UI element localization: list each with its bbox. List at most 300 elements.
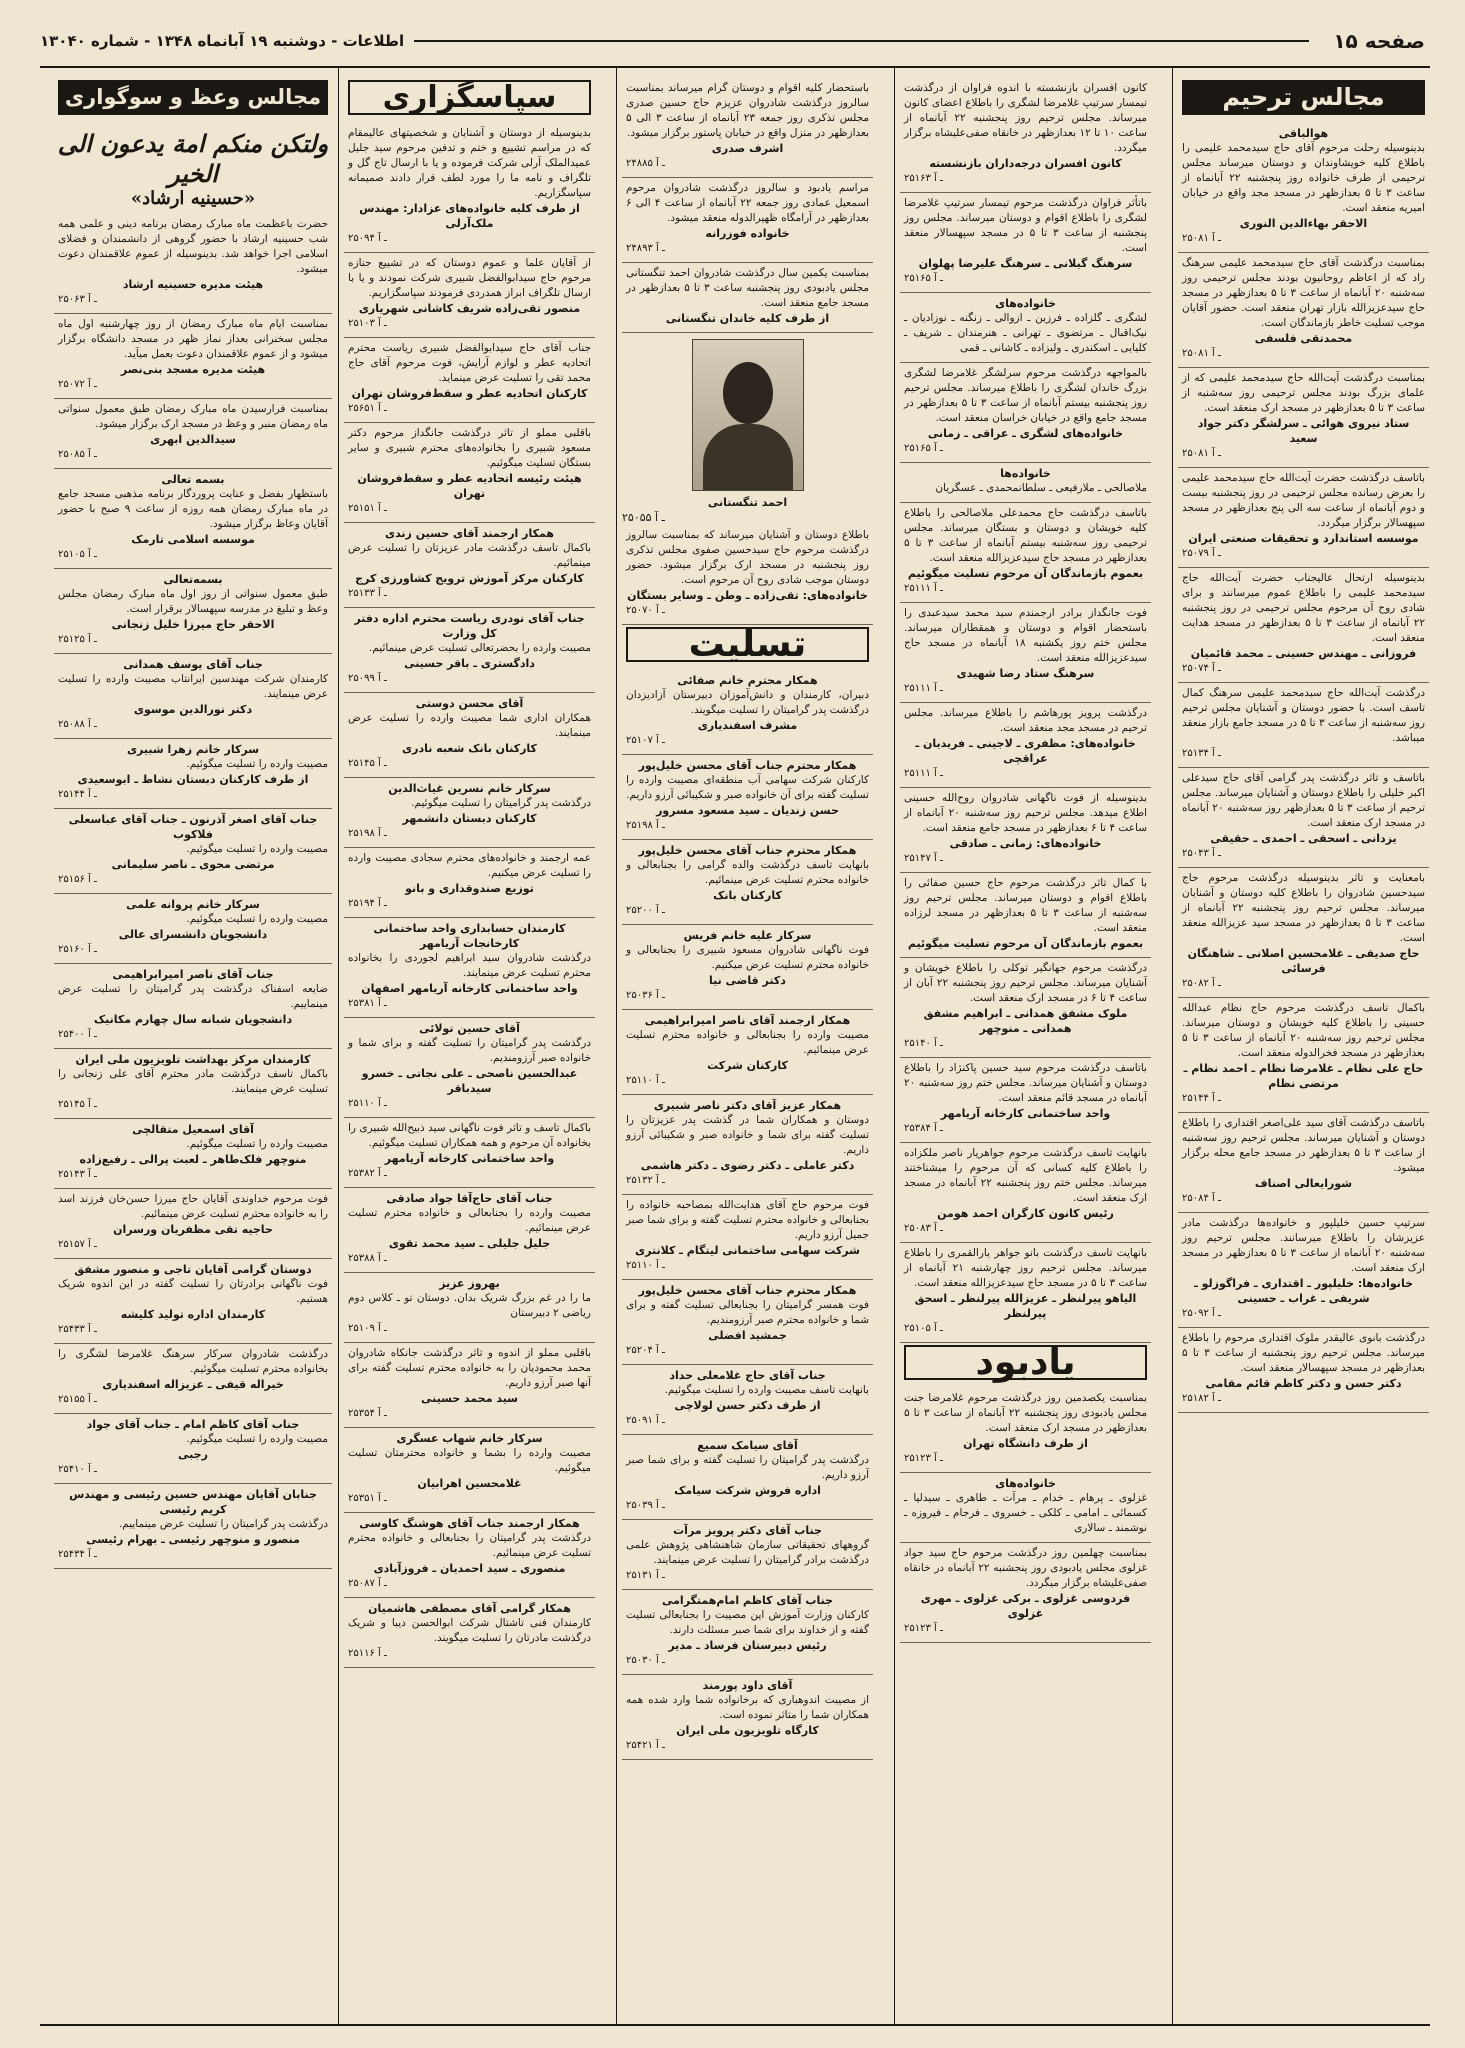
notice-ref: ۲۵۲۰۴ ـ آ	[626, 1345, 665, 1356]
notice-body: مصیبت وارده را تسلیت میگوئیم.	[186, 843, 328, 855]
notice-ref: ۲۵۴۳۳ ـ آ	[58, 1324, 97, 1335]
notice-ref: ۲۵۰۳۹ ـ آ	[626, 1500, 665, 1511]
notice-body: بانهایت تاسف درگذشت مرحوم جواهریار ناصر ملکزاده را باطلاع کلیه کسانی که آن مرحوم را میشناختند میرساند. مجلس ختم روز پنجشنبه ۲۲ آبانماه در مسجد ارک منعقد است.	[904, 1147, 1147, 1204]
notice-body: لشگری ـ گلزاده ـ فرزین ـ ازوالی ـ زنگنه ـ نوزادیان ـ نیک‌اقبال ـ مرتضوی ـ تهرانی ـ هنرمندان ـ شریف ـ کلیایی ـ اسکندری ـ ولیزاده ـ کاشانی ـ قمی	[904, 312, 1147, 354]
notice-title: همکار ارجمند آقای ناصر امیرابراهیمی	[644, 1014, 851, 1027]
notice-item	[1178, 468, 1429, 568]
notice-signature: دادگستری ـ باقر حسینی	[404, 657, 535, 670]
notice-body: باطلاع دوستان و آشنایان میرساند که بمناسبت سالروز درگذشت مرحوم حاج سیدحسین صفوی مجلس تذکری روز پنجشنبه در مسجد ارک برگزار میشود. حضور دوستان موجب شادی روح آن مرحوم است.	[626, 529, 869, 586]
notice-item	[344, 123, 595, 253]
notice-item	[900, 1388, 1151, 1473]
notice-title: جناب آقای کاظم امام‌همتگرامی	[661, 1594, 833, 1607]
notice-body: درگذشت مرحوم جهانگیر توکلی را باطلاع خویشان و آشنایان میرساند. مجلس ترحیم روز پنجشنبه ۲۲ آبان از ساعت ۴ تا ۶ در مسجد ارک منعقد است.	[904, 962, 1147, 1004]
notice-item	[900, 958, 1151, 1058]
portrait-photo	[692, 339, 804, 491]
notice-body: بمناسبت درگذشت آیت‌الله حاج سیدمحمد علیمی که از علمای بزرگ بودند مجلس ترحیمی روز سه‌شنبه از ساعت ۳ تا ۵ بعدازظهر در مسجد ارک منعقد است.	[1182, 372, 1425, 414]
notice-ref: ۲۵۴۲۱ ـ آ	[626, 1740, 665, 1751]
notice-body: باکمال تاسف درگذشت مرحوم حاج نظام عبدالله حسینی را باطلاع کلیه خویشان و دوستان میرساند. مجلس ترحیم روز سه‌شنبه ۲۰ آبانماه از ساعت ۳ تا ۵ بعدازظهر در مسجد فخرالدوله منعقد است.	[1182, 1002, 1425, 1059]
notice-body: کارمندان شرکت مهندسین ایرانتاب مصیبت وارده را تسلیت عرض مینمایند.	[58, 673, 328, 700]
notice-ref: ۲۵۴۱۰ ـ آ	[58, 1464, 97, 1475]
notice-ref: ۲۴۸۸۵ ـ آ	[626, 158, 665, 169]
notice-signature: منصور و منوچهر رئیسی ـ بهرام رئیسی	[86, 1533, 300, 1546]
notice-body: درگذشت پدر گرامیتان را تسلیت عرض مینماییم.	[118, 1518, 328, 1530]
notice-body: از مصیبت اندوهباری که برخانواده شما وارد شده همه همکاران شما را متاثر نموده است.	[626, 1694, 869, 1721]
notice-item	[344, 1273, 595, 1343]
notice-item	[622, 925, 873, 1010]
column-divider	[894, 68, 895, 2024]
notice-signature: حاج علی نظام ـ غلامرضا نظام ـ احمد نظام ـ مرتضی نظام	[1183, 1062, 1424, 1090]
notice-item	[900, 1473, 1151, 1543]
notice-item	[54, 654, 332, 739]
notice-title: جناب آقای دکتر پرویز مرآت	[673, 1524, 822, 1537]
notice-ref: ۲۵۰۸۱ ـ آ	[1182, 348, 1221, 359]
notice-title: آقای اسمعیل متقالچی	[132, 1123, 254, 1136]
notice-signature: سید محمد حسینی	[420, 1392, 519, 1405]
issue-line: اطلاعات - دوشنبه ۱۹ آبانماه ۱۳۴۸ - شماره ۱۳۰۴۰	[40, 32, 405, 50]
notice-signature: دکتر عاملی ـ دکتر رضوی ـ دکتر هاشمی	[640, 1159, 855, 1172]
notice-ref: ۲۵۱۲۳ ـ آ	[904, 1453, 943, 1464]
column-divider	[1172, 68, 1173, 2024]
photo-ref: ۲۵۰۵۵ ـ آ	[622, 511, 665, 524]
notice-signature: واحد ساختمانی کارخانه آریامهر اصفهان	[361, 982, 578, 995]
notice-signature: کارکنان شرکت	[707, 1059, 788, 1072]
notice-item	[1178, 568, 1429, 683]
notice-item	[1178, 768, 1429, 868]
column-sepasgozari	[344, 78, 595, 2010]
notice-item	[54, 1049, 332, 1119]
notice-item	[54, 399, 332, 469]
notice-ref: ۲۵۳۵۴ ـ آ	[348, 1408, 387, 1419]
notice-signature: هیئت مدیره مسجد بنی‌نصر	[120, 363, 266, 376]
notice-ref: ۲۵۱۰۷ ـ آ	[626, 735, 665, 746]
notice-ref: ۲۵۰۶۳ ـ آ	[58, 294, 97, 305]
notice-ref: ۲۵۱۵۷ ـ آ	[58, 1239, 97, 1250]
notice-title: جناب آقای حاج غلامعلی حداد	[669, 1369, 826, 1382]
notice-title: سرکار خانم پروانه علمی	[126, 898, 260, 911]
notice-title: جناب آقای یوسف همدانی	[123, 658, 263, 671]
notice-signature: کانون افسران درجه‌داران بازنشسته	[929, 157, 1122, 170]
notice-item	[54, 469, 332, 569]
notice-body: بمناسبت ایام ماه مبارک رمضان از روز چهارشنبه اول ماه مجلس سخنرانی بعداز نماز ظهر در مسجد دانشگاه برگزار میشود و از عموم علاقمندان دعوت بعمل میآید.	[58, 318, 328, 360]
notice-title: بهروز عزیز	[439, 1277, 500, 1290]
notice-ref: ۲۵۱۱۱ ـ آ	[904, 583, 943, 594]
notice-list	[900, 1388, 1151, 1643]
notice-body: بدینوسیله از فوت ناگهانی شادروان روح‌الله حسینی اطلاع میدهد. مجلس ترحیم روز سه‌شنبه ۲۰ آبانماه از ساعت ۴ تا ۶ بعدازظهر در مسجد جامع منعقد است.	[904, 792, 1147, 834]
notice-ref: ۲۵۱۴۳ ـ آ	[58, 1169, 97, 1180]
notice-signature: ستاد نیروی هوائی ـ سرلشگر دکتر جواد سعید	[1197, 417, 1410, 445]
section-heading-tarhim: مجالس ترحیم	[1182, 80, 1425, 115]
notice-ref: ۲۵۰۷۲ ـ آ	[58, 379, 97, 390]
notice-ref: ۲۵۱۹۴ ـ آ	[348, 898, 387, 909]
notice-ref: ۲۵۱۴۰ ـ آ	[904, 1038, 943, 1049]
notice-signature: خیراله قیفی ـ عزیزاله اسفندیاری	[102, 1378, 284, 1391]
notice-body: باتاسف درگذشت حضرت آیت‌الله حاج سیدمحمد علیمی را بعرض رسانده مجلس ترحیمی در روز پنجشنبه بیست و دوم آبانماه از ساعت سه الی پنج بعدازظهر در مسجد سپهسالار برگزار میگردد.	[1182, 472, 1425, 529]
notice-body: بدینوسیله رحلت مرحوم آقای حاج سیدمحمد علیمی را باطلاع کلیه خویشاوندان و دوستان میرساند مجلس ترحیمی از طرف خانواده روز پنجشنبه ۲۲ آبانماه از ساعت ۳ تا ۵ بعدازظهر در مسجد مجد واقع در خیابان امیریه منعقد است.	[1182, 142, 1425, 214]
notice-item	[344, 848, 595, 918]
notice-title: همکار محترم جناب آقای محسن خلیل‌پور	[638, 1284, 857, 1297]
notice-signature: کارکنان مرکز آموزش ترویج کشاورزی کرج	[355, 572, 584, 585]
notice-body: فوت همسر گرامیتان را بجنابعالی تسلیت گفته و برای شما و خانواده محترم صبر آرزومندیم.	[626, 1299, 869, 1326]
notice-ref: ۲۵۱۴۵ ـ آ	[348, 758, 387, 769]
notice-signature: از طرف کلیه خاندان تنگستانی	[665, 312, 830, 325]
column-tasliat	[622, 78, 873, 2010]
notice-title: آقای داود پورمند	[702, 1679, 793, 1692]
notice-signature: کارکنان بانک شعبه نادری	[402, 742, 537, 755]
notice-item	[900, 1058, 1151, 1143]
notice-ref: ۲۵۱۱۰ ـ آ	[626, 1075, 665, 1086]
notice-ref: ۲۵۱۱۰ ـ آ	[348, 1098, 387, 1109]
notice-body: بمناسبت درگذشت آقای حاج سیدمحمد علیمی سرهنگ راد که از اعاظم روحانیون بودند مجلس ترحیمی روز سه‌شنبه ۲۰ آبانماه از ساعت ۳ تا ۵ بعدازظهر در مسجد حاج سیدعزیزالله بازار تهران منعقد است. حضور آقایان موجب تسلیت خاطر بازماندگان است.	[1182, 257, 1425, 329]
notice-item	[54, 1259, 332, 1344]
notice-item	[900, 363, 1151, 463]
notice-body: باتاسف درگذشت آقای سید علی‌اصغر اقتداری را باطلاع دوستان و آشنایان میرساند. مجلس ترحیم روز سه‌شنبه از ساعت ۳ تا ۵ بعدازظهر در مسجد جامع محله برگزار میشود.	[1182, 1117, 1426, 1174]
notice-signature: توزیع صندوقداری و بانو	[405, 882, 534, 895]
section-heading-sepasgozari: سپاسگزاری	[348, 80, 591, 115]
notice-title: همکار ارجمند جناب آقای هوشنگ کاوسی	[359, 1517, 580, 1530]
notice-body: بمناسبت یکمین سال درگذشت شادروان احمد تنگستانی مجلس یادبودی روز پنجشنبه ساعت ۳ تا ۵ بعدازظهر در مسجد جامع منعقد است.	[626, 267, 869, 309]
notice-item	[900, 78, 1151, 193]
notice-item	[900, 603, 1151, 703]
notice-ref: ۲۵۰۸۷ ـ آ	[348, 1578, 387, 1589]
notice-body: فوت مرحوم خداوندی آقایان حاج میرزا حسن‌خان فرزند اسد را به خانواده محترم تسلیت عرض مینمائیم.	[58, 1193, 328, 1220]
notice-item	[622, 178, 873, 263]
notice-body: مصیبت وارده را بجنابعالی و خانواده محترم تسلیت عرض مینمائیم.	[348, 1207, 591, 1234]
notice-body: باتاسف درگذشت حاج محمدعلی ملاصالحی را باطلاع کلیه خویشان و دوستان و بستگان میرساند. مجلس ترحیمی روز سه‌شنبه بیستم آبانماه از ساعت ۳ تا ۵ بعدازظهر در مسجد حاج سیدعزیزالله منعقد است.	[904, 507, 1147, 564]
notice-item	[1178, 368, 1429, 468]
notice-body: مصیبت وارده را تسلیت میگوئیم.	[186, 1433, 328, 1445]
notice-signature: از طرف کارکنان دبستان نشاط ـ ابوسعیدی	[77, 773, 309, 786]
notice-item	[344, 423, 595, 523]
notice-title: جناب آقای کاظم امام ـ جناب آقای جواد	[86, 1418, 300, 1431]
notice-ref: ۲۵۳۵۱ ـ آ	[348, 1493, 387, 1504]
notice-body: بمناسبت چهلمین روز درگذشت مرحوم حاج سید جواد غزلوی مجلس یادبودی روز پنجشنبه ۲۲ آبانماه در خانقاه صفی‌علیشاه برگزار میگردد.	[904, 1547, 1147, 1589]
notice-title: همکار محترم خانم صفائی	[677, 674, 818, 687]
notice-body: دوستان و همکاران شما در گذشت پدر عزیزتان را تسلیت گفته برای شما و خانواده صبر و شکیبائی آرزو داریم.	[626, 1114, 869, 1156]
notice-body: باتأثر فراوان درگذشت مرحوم تیمسار سرتیپ غلامرضا لشگری را باطلاع اقوام و دوستان میرساند. مجلس روز پنجشنبه از ساعت ۳ تا ۵ در مسجد سپهسالار منعقد است.	[904, 197, 1147, 254]
notice-ref: ۲۵۱۰۳ ـ آ	[348, 318, 387, 329]
notice-item	[344, 253, 595, 338]
notice-title: آقای محسن دوستی	[415, 697, 524, 710]
notice-signature: سرهنگ ستاد رضا شهیدی	[956, 667, 1095, 680]
notice-body: باتاسف و تاثر درگذشت پدر گرامی آقای حاج سیدعلی اکبر خلیلی را باطلاع دوستان و آشنایان میرساند. مجلس ترحیم از ساعت ۳ تا ۵ بعدازظهر روز سه‌شنبه ۲۰ آبانماه در مسجد ارک منعقد است.	[1182, 772, 1426, 829]
notice-signature: الاحقر حاج میرزا خلیل زنجانی	[111, 618, 275, 631]
notice-body: فوت مرحوم حاج آقای هدایت‌الله بمصاحبه خانواده را بجنابعالی و خانواده محترم تسلیت گفته و برای شما صبر جمیل آرزو داریم.	[626, 1199, 869, 1241]
notice-item	[54, 964, 332, 1049]
notice-list	[622, 525, 873, 625]
notice-body: غزلوی ـ پرهام ـ خدام ـ مرآت ـ طاهری ـ سیدلیا ـ کسمائی ـ امامی ـ کلکی ـ خسروی ـ فرجام ـ فیروزه ـ نوشمند ـ سالاری	[904, 1492, 1147, 1534]
notice-signature: جلیل جلیلی ـ سید محمد تقوی	[388, 1237, 551, 1250]
section-heading-tasliat: تسلیت	[626, 627, 869, 662]
notice-signature: کارمندان اداره تولید کلیشه	[120, 1308, 266, 1321]
notice-signature: سیدالدین ابهری	[150, 433, 236, 446]
notice-item	[54, 1344, 332, 1414]
notice-signature: خانواده‌های: تقی‌زاده ـ وطن ـ وسایر بستگان	[627, 589, 868, 602]
notice-item	[344, 523, 595, 608]
notice-ref: ۲۵۱۱۶ ـ آ	[348, 1648, 387, 1659]
notice-item	[344, 778, 595, 848]
notice-body: درگذشت پدر گرامیتان را تسلیت گفته و برای شما صبر آرزو داریم.	[626, 1454, 869, 1481]
notice-ref: ۲۵۰۹۲ ـ آ	[1182, 1308, 1221, 1319]
notice-body: ضایعه اسفناک درگذشت پدر گرامیتان را تسلیت عرض مینماییم.	[58, 983, 328, 1010]
notice-body: حضرت باعظمت ماه مبارک رمضان برنامه دینی و علمی همه شب حسینیه ارشاد با حضور گروهی از دانشمندان و فضلای اسلامی اجرا خواهد شد. بدینوسیله از عموم علاقمندان دعوت میشود.	[58, 218, 328, 275]
notice-signature: کارگاه تلویزیون ملی ایران	[676, 1724, 819, 1737]
notice-ref: ۲۵۱۹۸ ـ آ	[626, 820, 665, 831]
notice-ref: ۲۵۰۷۴ ـ آ	[1182, 663, 1221, 674]
notice-item	[54, 314, 332, 399]
notice-signature: خانواده فوزرانه	[705, 227, 790, 240]
notice-title: جناب آقای نودری ریاست محترم اداره دفتر کل وزارت	[354, 612, 585, 640]
notice-title: سرکار علیه خانم فریس	[683, 929, 812, 942]
notice-body: درگذشت شادروان سرکار سرهنگ غلامرضا لشگری را بخانواده محترم تسلیت میگوئیم.	[58, 1348, 328, 1375]
notice-item	[622, 1520, 873, 1590]
notice-item	[54, 214, 332, 314]
notice-ref: ۲۵۰۸۱ ـ آ	[1182, 233, 1221, 244]
notice-item	[622, 525, 873, 625]
notice-signature: رجبی	[178, 1448, 208, 1461]
notice-item	[900, 873, 1151, 958]
notice-ref: ۲۵۰۳۰ ـ آ	[626, 1655, 665, 1666]
notice-item	[54, 1189, 332, 1259]
notice-item	[344, 918, 595, 1018]
notice-ref: ۲۵۱۶۵ ـ آ	[904, 273, 943, 284]
notice-item	[900, 193, 1151, 293]
notice-body: ما را در غم بزرگ شریک بدان. دوستان تو ـ کلاس دوم ریاضی ۲ دبیرستان	[348, 1292, 591, 1319]
notice-signature: سرهنگ گیلانی ـ سرهنگ علیرضا پهلوان	[918, 257, 1133, 270]
section-heading-yadbood: یادبود	[904, 1345, 1147, 1380]
notice-body: دبیران، کارمندان و دانش‌آموزان دبیرستان آزادیزدان درگذشت پدر گرامیتان را تسلیت میگویند.	[626, 689, 869, 716]
notice-signature: رئیس کانون کارگران احمد هومن	[937, 1207, 1114, 1220]
notice-signature: عبدالحسین ناصحی ـ علی نجاتی ـ خسرو سیدباقر	[361, 1067, 578, 1095]
notice-signature: هیئت مدیره حسینیه ارشاد	[122, 278, 264, 291]
notice-signature: حاج صدیقی ـ غلامحسین اصلانی ـ شاهنگان فرسائی	[1187, 947, 1420, 975]
notice-body: بدینوسیله ارتحال عالیجناب حضرت آیت‌الله حاج سیدمحمد علیمی را باطلاع عموم میرسانند و برای شادی روح آن مرحوم مجلس ترحیمی در روز پنجشنبه ۲۲ آبانماه از ساعت ۳ تا ۵ بعدازظهر در مسجد هدایت منعقد است.	[1182, 572, 1425, 644]
notice-body: مصیبت وارده را تسلیت میگوئیم.	[186, 913, 328, 925]
photo-caption: احمد تنگستانی	[707, 496, 788, 509]
notice-body: درگذشت پرویز پورهاشم را باطلاع میرساند. مجلس ترحیم در مسجد مجد منعقد است.	[904, 707, 1147, 734]
notice-title: هوالباقی	[1278, 127, 1329, 140]
notice-item	[54, 1414, 332, 1484]
notice-item	[622, 1590, 873, 1675]
notice-title: بسمه‌تعالی	[163, 573, 223, 586]
notice-title: خانواده‌های	[995, 1477, 1056, 1490]
notice-item	[54, 739, 332, 809]
notice-item	[344, 693, 595, 778]
notice-signature: واحد ساختمانی کارخانه آریامهر	[940, 1107, 1111, 1120]
notice-body: باستظهار بفضل و عنایت پروردگار برنامه مذهبی مسجد جامع در ماه مبارک رمضان همه روزه از ساعت ۹ صبح با حضور آقایان وعاظ برگزار میشود.	[58, 488, 328, 530]
notice-item	[1178, 1213, 1429, 1328]
notice-ref: ۲۵۱۵۶ ـ آ	[58, 874, 97, 885]
notice-signature: حاجیه تقی مظفریان ورسران	[113, 1223, 273, 1236]
notice-title: همکار ارجمند آقای حسین زندی	[384, 527, 555, 540]
notice-item	[900, 293, 1151, 363]
notice-signature: بعموم بازماندگان آن مرحوم تسلیت میگوئیم	[907, 567, 1144, 580]
notice-signature: حسن زندیان ـ سید مسعود مسرور	[656, 804, 839, 817]
notice-ref: ۲۵۲۰۰ ـ آ	[626, 905, 665, 916]
notice-title: همکار محترم جناب آقای محسن خلیل‌پور	[638, 844, 857, 857]
notice-body: با کمال تاثر درگذشت مرحوم حاج حسین صفائی را باطلاع اقوام و دوستان میرساند. مجلس ترحیم روز سه‌شنبه از ساعت ۳ تا ۵ بعدازظهر در مسجد لرزاده منعقد است.	[904, 877, 1148, 934]
notice-body: سرتیپ حسین خلیلپور و خانواده‌ها درگذشت مادر عزیزشان را باطلاع میرسانند. مجلس ترحیم روز سه‌شنبه ۲۰ آبانماه از ساعت ۳ تا ۵ بعدازظهر در مسجد ارک منعقد است.	[1182, 1217, 1425, 1274]
notice-title: دوستان گرامی آقایان تاجی و منصور مشفق	[74, 1263, 312, 1276]
notice-item	[54, 809, 332, 894]
notice-item	[1178, 1113, 1429, 1213]
notice-ref: ۲۵۰۷۹ ـ آ	[1182, 548, 1221, 559]
notice-item	[622, 1365, 873, 1435]
notice-signature: مرتضی محوی ـ ناصر سلیمانی	[111, 858, 275, 871]
notice-signature: خانواده‌ها: خلیلپور ـ اقتداری ـ فراگوزلو ـ شریفی ـ غراب ـ حسینی	[1194, 1277, 1413, 1305]
notice-body: باکمال تاسف درگذشت مادر عزیزتان را تسلیت عرض مینمائیم.	[348, 542, 591, 569]
notice-ref: ۲۵۱۵۵ ـ آ	[58, 1394, 97, 1405]
notice-item	[344, 1343, 595, 1428]
masthead	[40, 30, 1425, 52]
notice-body: مصیبت وارده را تسلیت میگوئیم.	[186, 758, 328, 770]
notice-signature: رئیس دبیرستان فرساد ـ مدیر	[668, 1639, 827, 1652]
notice-body: بمناسبت فرارسیدن ماه مبارک رمضان طبق معمول سنواتی ماه رمضان منبر و وعظ در مسجد ارک برگزار میشود.	[58, 403, 328, 430]
notice-ref: ۲۵۱۳۴ ـ آ	[1182, 748, 1221, 759]
notice-body: بانهایت تاسف درگذشت والده گرامی را بجنابعالی و خانواده محترم تسلیت عرض مینمائیم.	[626, 859, 869, 886]
notice-signature: فردوسی غزلوی ـ برکی غزلوی ـ مهری غزلوی	[920, 1592, 1131, 1620]
column-divider	[616, 68, 617, 2024]
notice-ref: ۲۵۱۶۵ ـ آ	[904, 443, 943, 454]
notice-item	[344, 1018, 595, 1118]
notice-body: مصیبت وارده را بحضرتعالی تسلیت عرض مینمائیم.	[368, 642, 591, 654]
notice-body: بمناسبت یکصدمین روز درگذشت مرحوم غلامرضا جنت مجلس یادبودی روز پنجشنبه ۲۲ آبانماه از ساعت ۳ تا ۵ بعدازظهر در مسجد ارک منعقد است.	[904, 1392, 1147, 1434]
notice-title: همکار گرامی آقای مصطفی هاشمیان	[368, 1602, 571, 1615]
notice-title: کارمندان مرکز بهداشت تلویزیون ملی ایران	[75, 1053, 311, 1066]
notice-ref: ۲۵۰۸۱ ـ آ	[1182, 448, 1221, 459]
notice-body: کارکنان وزارت آموزش این مصیبت را بجنابعالی تسلیت گفته و از خداوند برای شما صبر مسئلت دارند.	[626, 1609, 869, 1636]
notice-ref: ۲۵۱۲۵ ـ آ	[58, 634, 97, 645]
notice-list	[54, 214, 332, 1569]
notice-item	[1178, 123, 1429, 253]
calligraphy-verse: ولتکن منکم امة یدعون الی الخیر	[57, 129, 329, 188]
notice-item	[1178, 868, 1429, 998]
notice-ref: ۲۵۱۰۵ ـ آ	[58, 549, 97, 560]
notice-item	[900, 463, 1151, 503]
notice-signature: دانشجویان دانشسرای عالی	[118, 928, 268, 941]
notice-title: خانواده‌ها	[1000, 467, 1051, 480]
notice-signature: خانواده‌های: مظفری ـ لاجینی ـ فریدیان ـ عراقچی	[915, 737, 1136, 765]
notice-ref: ۲۵۱۵۱ ـ آ	[348, 503, 387, 514]
notice-item	[900, 1243, 1151, 1343]
notice-body: کانون افسران بازنشسته با اندوه فراوان از درگذشت تیمسار سرتیپ غلامرضا لشگری را باطلاع اعضای کانون میرساند. مجلس ترحیم روز پنجشنبه ۲۲ آبانماه از ساعت ۱۰ تا ۱۲ بعدازظهر در خانقاه صفی‌علیشاه برگزار میگردد.	[904, 82, 1147, 154]
notice-body: مصیبت وارده را بشما و خانواده محترمتان تسلیت میگوئیم.	[348, 1447, 591, 1474]
notice-ref: ۲۵۳۸۸ ـ آ	[348, 1253, 387, 1264]
page-number: صفحه ۱۵	[1333, 29, 1425, 53]
notice-signature: منوچهر فلک‌طاهر ـ لعبت پرالی ـ رفیع‌زاده	[79, 1153, 307, 1166]
notice-signature: خانواده‌های: زمانی ـ صادقی	[949, 837, 1102, 850]
notice-item	[900, 1143, 1151, 1243]
notice-ref: ۲۵۱۲۳ ـ آ	[904, 1623, 943, 1634]
notice-signature: دکتر نورالدین موسوی	[133, 703, 253, 716]
column-vaaz	[54, 78, 332, 2010]
notice-title: جناب آقای ناصر امیرابراهیمی	[112, 968, 274, 981]
notice-item	[900, 1543, 1151, 1643]
notice-signature: هیئت رئیسه اتحادیه عطر و سقط‌فروشان تهران	[357, 472, 582, 500]
notice-body: مراسم یادبود و سالروز درگذشت شادروان مرحوم اسمعیل عمادی روز جمعه ۲۲ آبانماه از ساعت ۴ الی ۶ بعدازظهر در آرامگاه ظهیرالدوله منعقد میشود.	[626, 182, 870, 224]
notice-ref: ۲۵۱۴۴ ـ آ	[58, 789, 97, 800]
notice-ref: ۲۵۳۸۴ ـ آ	[904, 1123, 943, 1134]
notice-item	[54, 1484, 332, 1569]
notice-title: سرکار خانم نسرین غیاث‌الدین	[388, 782, 551, 795]
notice-item	[344, 1188, 595, 1273]
notice-signature: از طرف دانشگاه تهران	[963, 1437, 1088, 1450]
notice-signature: از طرف دکتر حسن لولاچی	[674, 1399, 821, 1412]
notice-ref: ۲۵۱۱۰ ـ آ	[626, 1260, 665, 1271]
notice-body: کارمندان فنی تاشتال شرکت ابوالحسن دیبا و شریک درگذشت مادرتان را تسلیت میگویند.	[348, 1617, 591, 1644]
notice-item	[54, 569, 332, 654]
notice-signature: کارکنان اتحادیه عطر و سقط‌فروشان تهران	[351, 387, 588, 400]
notice-ref: ۲۵۱۳۱ ـ آ	[626, 1570, 665, 1581]
notice-ref: ۲۵۱۴۷ ـ آ	[904, 853, 943, 864]
notice-item	[622, 1095, 873, 1195]
notice-signature: ملوک مشفق همدانی ـ ابراهیم مشفق همدانی ـ منوچهر	[923, 1007, 1128, 1035]
notice-title: سرکار خانم شهاب عسگری	[396, 1432, 543, 1445]
notice-signature: یزدانی ـ اسحقی ـ احمدی ـ حقیقی	[1210, 832, 1397, 845]
notice-signature: کارکنان بانک	[713, 889, 782, 902]
notice-ref: ۲۵۰۸۸ ـ آ	[58, 719, 97, 730]
notice-ref: ۲۵۰۸۴ ـ آ	[1182, 1193, 1221, 1204]
section-heading-vaaz: مجالس وعظ و سوگواری	[58, 80, 328, 115]
notice-list	[622, 670, 873, 1760]
notice-item	[344, 1598, 595, 1668]
portrait-head	[723, 362, 773, 424]
notice-ref: ۲۵۱۱۱ ـ آ	[904, 683, 943, 694]
notice-ref: ۲۵۴۰۰ ـ آ	[58, 1029, 97, 1040]
notice-item	[1178, 998, 1429, 1113]
masthead-rule	[414, 40, 1309, 42]
column-notices	[900, 78, 1151, 2010]
notice-ref: ۲۵۱۹۸ ـ آ	[348, 828, 387, 839]
notice-signature: جمشید افضلی	[708, 1329, 787, 1342]
notice-item	[900, 503, 1151, 603]
notice-title: جنابان آقایان مهندس حسین رئیسی و مهندس کریم رئیسی	[69, 1488, 317, 1516]
notice-ref: ۲۵۰۷۰ ـ آ	[626, 605, 665, 616]
notice-signature: دکتر قاضی نیا	[709, 974, 786, 987]
notice-item	[54, 1119, 332, 1189]
notice-signature: موسسه اسلامی تارمک	[131, 533, 255, 546]
notice-item	[1178, 683, 1429, 768]
notice-signature: دانشجویان شبانه سال چهارم مکانیک	[93, 1013, 293, 1026]
notice-signature: کارکنان دبستان دانشمهر	[402, 812, 537, 825]
notice-signature: فروزانی ـ مهندس حسینی ـ محمد قائمیان	[1190, 647, 1417, 660]
notice-item	[54, 894, 332, 964]
notice-list	[622, 78, 873, 333]
notice-ref: ۲۵۱۴۵ ـ آ	[58, 1099, 97, 1110]
notice-list	[344, 123, 595, 1668]
notice-signature: منصور تقی‌زاده شریف کاشانی شهریاری	[358, 302, 581, 315]
notice-body: درگذشت آیت‌الله حاج سیدمحمد علیمی سرهنگ کمال تاسف است. با حضور دوستان و آشنایان مجلس ترحیم روز سه‌شنبه از ساعت ۳ تا ۵ در مسجد جامع بازار منعقد میباشد.	[1182, 687, 1425, 744]
notice-item	[900, 703, 1151, 788]
notice-body: باکمال تاسف و تاثر فوت ناگهانی سید ذبیح‌الله شبیری را بخانواده آن مرحوم و همه همکاران تسلیت میگوئیم.	[348, 1122, 591, 1149]
notice-item	[622, 263, 873, 333]
notice-item	[344, 608, 595, 693]
notice-signature: مشرف اسفندیاری	[697, 719, 798, 732]
page-frame	[40, 66, 1430, 2026]
notice-body: عمه ارجمند و خانواده‌های محترم سجادی مصیبت وارده را تسلیت عرض میکنیم.	[348, 852, 591, 879]
notice-body: کارکنان شرکت سهامی آب منطقه‌ای مصیبت وارده را تسلیت گفته برای آن خانواده صبر و شکیبائی آرزو داریم.	[626, 774, 869, 801]
notice-signature: شورایعالی اصناف	[1254, 1177, 1353, 1190]
notice-item	[622, 1010, 873, 1095]
notice-ref: ۲۵۱۸۲ ـ آ	[1182, 1393, 1221, 1404]
notice-body: فوت ناگهانی شادروان مسعود شبیری را بجنابعالی و خانواده محترم تسلیت عرض میکنیم.	[626, 944, 869, 971]
notice-title: همکار عزیز آقای دکتر ناصر شبیری	[653, 1099, 842, 1112]
notice-item	[344, 1513, 595, 1598]
column-divider	[338, 68, 339, 2024]
notice-signature: موسسه استاندارد و تحقیقات صنعتی ایران	[1188, 532, 1419, 545]
notice-body: باکمال تاسف درگذشت مادر محترم آقای علی زنجانی را تسلیت عرض مینمایند.	[58, 1068, 328, 1095]
notice-body: بالمواجهه درگذشت مرحوم سرلشگر غلامرضا لشگری بزرگ خاندان لشگری را باطلاع میرساند. مجلس ترحیم روز پنجشنبه بیستم آبانماه از ساعت ۳ تا ۵ بعدازظهر در مسجد جامع واقع در خیابان خراسان منعقد است.	[904, 367, 1147, 424]
notice-item	[344, 1118, 595, 1188]
